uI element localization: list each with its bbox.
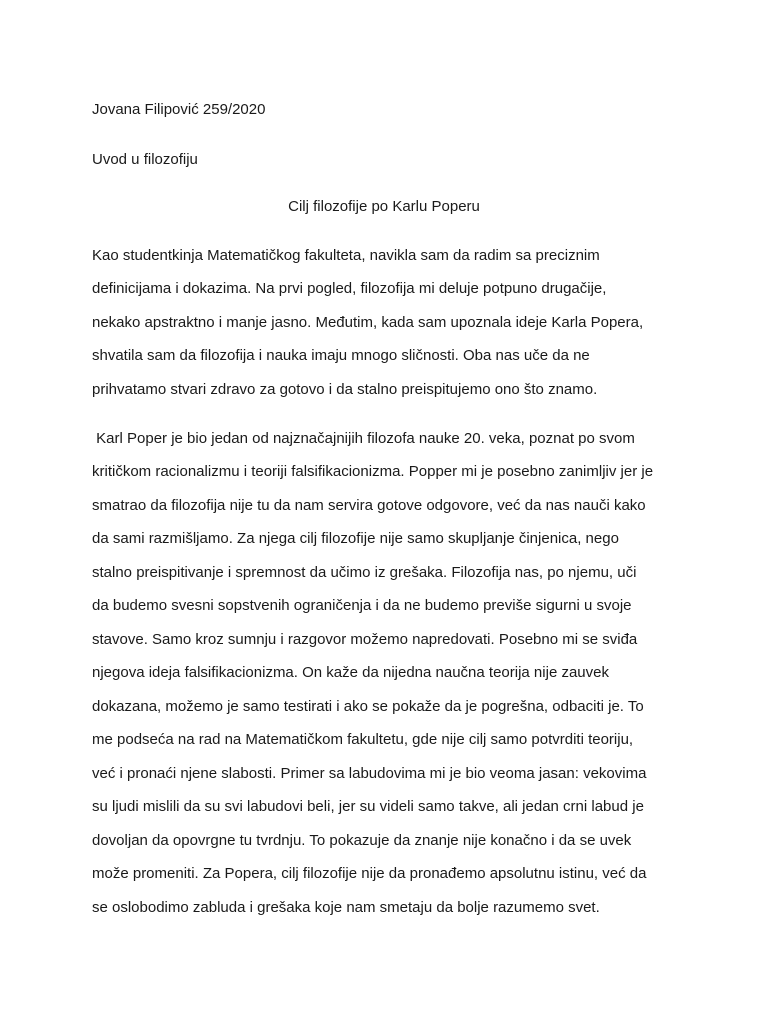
paragraph-line: smatrao da filozofija nije tu da nam servira gotove odgovore, već da nas nauči kako — [92, 497, 646, 514]
paragraph-line: nekako apstraktno i manje jasno. Međutim, kada sam upoznala ideje Karla Popera, — [92, 314, 644, 331]
paragraph-line: dovoljan da opovrgne tu tvrdnju. To pokazuje da znanje nije konačno i da se uvek — [92, 832, 632, 849]
paragraph-line: stavove. Samo kroz sumnju i razgovor možemo napredovati. Posebno mi se sviđa — [92, 631, 638, 648]
paragraph-line: već i pronaći njene slabosti. Primer sa labudovima mi je bio veoma jasan: vekovima — [92, 765, 647, 782]
paragraph-line: dokazana, možemo je samo testirati i ako se pokaže da je pogrešna, odbaciti je. To — [92, 698, 644, 715]
paragraph-line: njegova ideja falsifikacionizma. On kaže da nijedna naučna teorija nije zauvek — [92, 664, 609, 681]
paragraph-line: da sami razmišljamo. Za njega cilj filozofije nije samo skupljanje činjenica, nego — [92, 530, 619, 547]
course-line: Uvod u filozofiju — [92, 151, 198, 168]
paragraph-line: kritičkom racionalizmu i teoriji falsifikacionizma. Popper mi je posebno zanimljiv jer je — [92, 463, 654, 480]
paragraph-line: da budemo svesni sopstvenih ograničenja i da ne budemo previše sigurni u svoje — [92, 597, 632, 614]
paragraph-line: prihvatamo stvari zdravo za gotovo i da stalno preispitujemo ono što znamo. — [92, 381, 598, 398]
paragraph-line: su ljudi mislili da su svi labudovi beli, jer su videli samo takve, ali jedan crni labud je — [92, 798, 644, 815]
paragraph-line: stalno preispitivanje i spremnost da učimo iz grešaka. Filozofija nas, po njemu, uči — [92, 564, 637, 581]
paragraph-line: me podseća na rad na Matematičkom fakultetu, gde nije cilj samo potvrditi teoriju, — [92, 731, 634, 748]
paragraph-line: definicijama i dokazima. Na prvi pogled, filozofija mi deluje potpuno drugačije, — [92, 280, 607, 297]
paragraph-line: može promeniti. Za Popera, cilj filozofije nije da pronađemo apsolutnu istinu, već da — [92, 865, 647, 882]
paragraph-line: se oslobodimo zabluda i grešaka koje nam smetaju da bolje razumemo svet. — [92, 899, 600, 916]
document-title: Cilj filozofije po Karlu Poperu — [288, 198, 480, 215]
paragraph-line: Karl Poper je bio jedan od najznačajnijih filozofa nauke 20. veka, poznat po svom — [92, 430, 635, 447]
paragraph-line: Kao studentkinja Matematičkog fakulteta, navikla sam da radim sa preciznim — [92, 247, 600, 264]
paragraph-line: shvatila sam da filozofija i nauka imaju mnogo sličnosti. Oba nas uče da ne — [92, 347, 590, 364]
author-line: Jovana Filipović 259/2020 — [92, 101, 266, 118]
